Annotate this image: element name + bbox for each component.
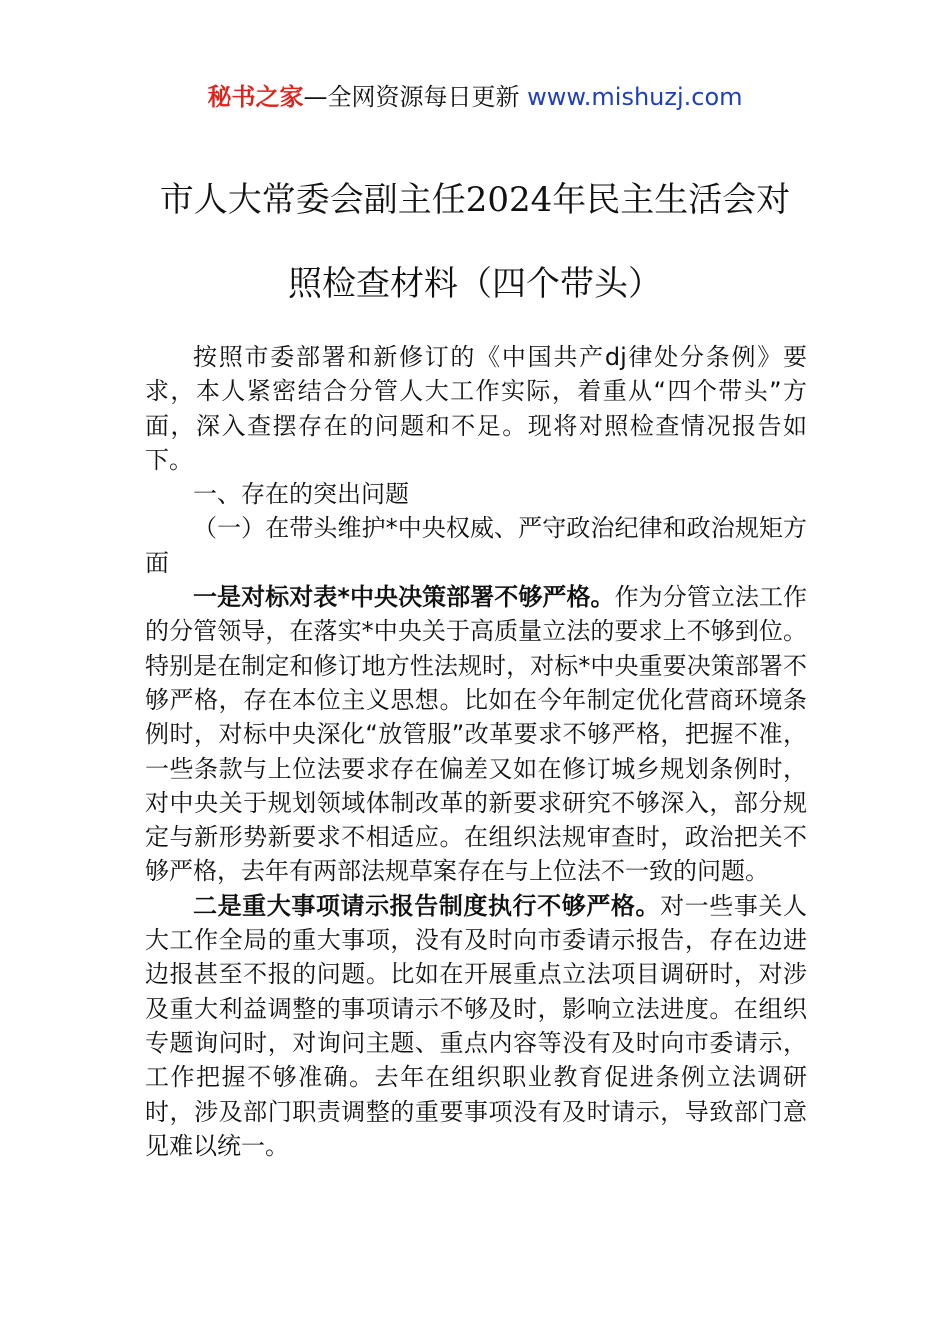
site-banner — [0, 80, 950, 114]
point-1-paragraph — [145, 580, 807, 889]
document-title — [120, 158, 830, 326]
point-1-lead: 一是对标对表*中央决策部署不够严格。 — [193, 583, 615, 612]
point-2-paragraph — [145, 889, 807, 1163]
title-line-2: 照检查材料（四个带头） — [288, 264, 662, 304]
intro-paragraph: 按照市委部署和新修订的《中国共产dj律处分条例》要求，本人紧密结合分管人大工作实际，着重从“四个带头”方面，深入查摆存在的问题和不足。现将对照检查情况报告如下。 — [145, 343, 807, 474]
document-body — [145, 340, 807, 1163]
section-heading: 一、存在的突出问题 — [193, 480, 409, 509]
point-1-text: 作为分管立法工作的分管领导，在落实*中央关于高质量立法的要求上不够到位。特别是在制定和修订地方性法规时，对标*中央重要决策部署不够严格，存在本位主义思想。比如在今年制定优化营商环境条例时，对标中央深化“放管服”改革要求不够严格，把握不准，一些条款与上位法要求存在偏差又如在修订城乡规划条例时，对中央关于规划领域体制改革的新要求研究不够深入，部分规定与新形势新要求不相适应。在组织法规审查时，政治把关不够严格，去年有两部法规草案存在与上位法不一致的问题。 — [145, 583, 807, 886]
title-line-1: 市人大常委会副主任2024年民主生活会对 — [159, 180, 791, 220]
point-2-text: 对一些事关人大工作全局的重大事项，没有及时向市委请示报告，存在边进边报甚至不报的问题。比如在开展重点立法项目调研时，对涉及重大利益调整的事项请示不够及时，影响立法进度。在组织专题询问时，对询问主题、重点内容等没有及时向市委请示，工作把握不够准确。去年在组织职业教育促进条例立法调研时，涉及部门职责调整的重要事项没有及时请示，导致部门意见难以统一。 — [145, 891, 808, 1160]
site-url[interactable]: www.mishuzj.com — [527, 83, 743, 111]
point-2-lead: 二是重大事项请示报告制度执行不够严格。 — [193, 891, 661, 920]
brand-name: 秘书之家 — [207, 83, 304, 111]
subsection-heading: （一）在带头维护*中央权威、严守政治纪律和政治规矩方面 — [145, 514, 807, 577]
banner-tagline: —全网资源每日更新 — [303, 83, 528, 111]
